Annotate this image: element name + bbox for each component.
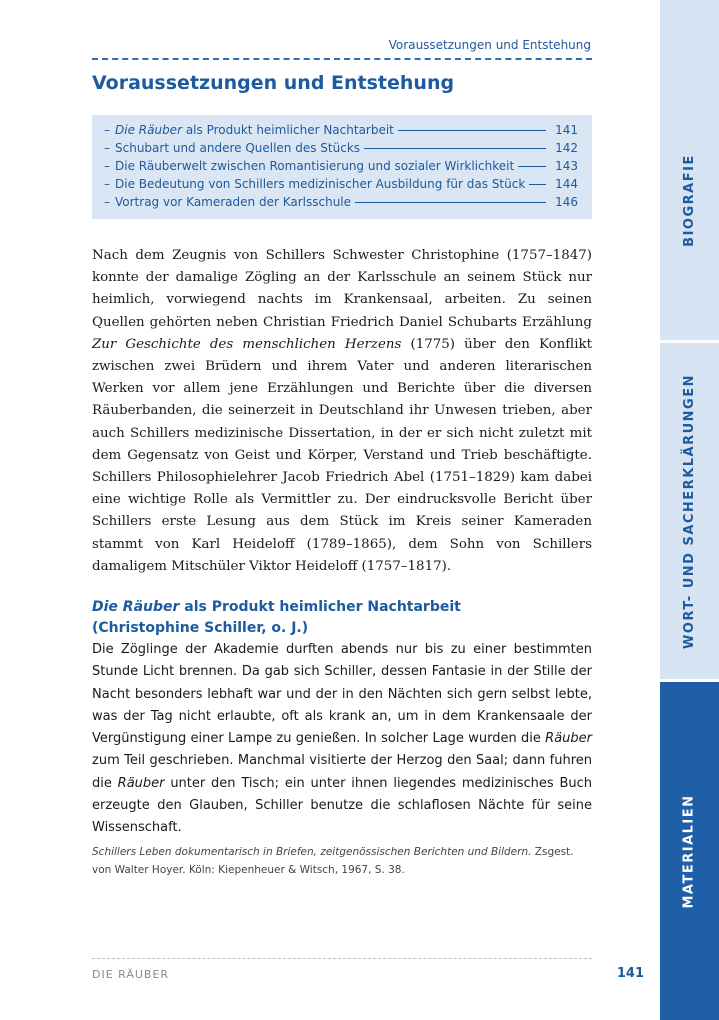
- toc-entry-title-italic: Die Räuber: [115, 123, 183, 137]
- toc-entry[interactable]: [104, 177, 578, 195]
- running-header: Voraussetzungen und Entstehung: [388, 38, 591, 52]
- citation-title: Schillers Leben dokumentarisch in Briefen, zeitgenössischen Berichten und Bildern.: [92, 846, 532, 858]
- material-heading: [92, 597, 592, 639]
- toc-page-number: 141: [555, 123, 578, 137]
- body-text: (1775) über den Konflikt zwischen zwei Brüdern und ihrem Vater und anderen literarischen Werken vor allem jene Erzählungen und Berichte über die diversen Räuberbanden, die seinerzeit in Deutschland ihr Unwesen trieben, aber auch Schillers medizinische Dissertation, in der er sich nicht zuletzt mit dem Gegensatz von Geist und Körper, Verstand und Trieb beschäftigte. Schillers Philosophielehrer Jacob Friedrich Abel (1751–1829) kam dabei eine wichtige Rolle als Vermittler zu. Der eindrucksvolle Bericht über Schillers erste Lesung aus dem Stück im Kreis seiner Kameraden stammt von Karl Heideloff (1789–1865), dem Sohn von Schillers damaligem Mitschüler Viktor Heideloff (1757–1817).: [92, 336, 592, 574]
- toc-leader: [529, 184, 546, 185]
- footer-divider: [92, 958, 592, 959]
- toc-entry-title: Die Räuberwelt zwischen Romantisierung und sozialer Wirklichkeit: [115, 159, 515, 173]
- toc-entry-title: [115, 123, 394, 137]
- toc-leader: [398, 130, 546, 131]
- material-heading-text: als Produkt heimlicher Nachtarbeit: [179, 599, 461, 615]
- body-text: Nach dem Zeugnis von Schillers Schwester Christophine (1757–1847) konnte der damalige Zögling an der Karlsschule an seinem Stück nur heimlich, vorwiegend nachts im Krankensaal, arbeiten. Zu seinen Quellen gehörten neben Christian Friedrich Daniel Schubarts Erzählung: [92, 248, 592, 330]
- material-quote: [92, 639, 592, 840]
- toc-entry-title-text: als Produkt heimlicher Nachtarbeit: [182, 123, 394, 137]
- toc-page-number: 142: [555, 141, 578, 155]
- toc-dash: –: [104, 159, 110, 173]
- toc-dash: –: [104, 177, 110, 191]
- side-tab-wort-und-sacherklaerungen[interactable]: [660, 343, 719, 679]
- side-tab-label: MATERIALIEN: [682, 793, 697, 909]
- toc-leader: [518, 166, 546, 167]
- side-tab-label: BIOGRAFIE: [682, 153, 698, 247]
- toc-leader: [364, 148, 546, 149]
- toc-entry-title: Die Bedeutung von Schillers medizinischer Ausbildung für das Stück: [115, 177, 526, 191]
- body-paragraph: [92, 245, 592, 578]
- toc-entry[interactable]: [104, 141, 578, 159]
- toc-entry[interactable]: [104, 123, 578, 141]
- page-number: 141: [616, 966, 644, 981]
- toc-dash: –: [104, 123, 110, 137]
- material-heading-source: (Christophine Schiller, o. J.): [92, 620, 309, 636]
- quote-italic: Räuber: [117, 775, 165, 791]
- toc-entry[interactable]: [104, 195, 578, 213]
- quote-text: Die Zöglinge der Akademie durften abends nur bis zu einer bestimmten Stunde Licht brennen. Da gab sich Schiller, dessen Fantasie in der Stille der Nacht besonders lebhaft war und der in den Nächten sich gern selbst lebte, was der Tag nicht erlaubte, oft als krank an, um in dem Krankensaale der Vergünstigung einer Lampe zu genießen. In solcher Lage wurden die: [92, 642, 592, 747]
- toc-page-number: 146: [555, 195, 578, 209]
- toc-dash: –: [104, 141, 110, 155]
- toc-page-number: 143: [555, 159, 578, 173]
- material-heading-italic: Die Räuber: [92, 599, 180, 615]
- footer-book-title: DIE RÄUBER: [92, 968, 170, 981]
- toc-entry[interactable]: [104, 159, 578, 177]
- side-tab-materialien[interactable]: [660, 682, 719, 1020]
- quote-italic: Räuber: [545, 731, 592, 747]
- source-citation: [92, 843, 592, 879]
- table-of-contents: [92, 115, 592, 219]
- quote-text: zum Teil geschrieben. Manchmal visitierte der Herzog den Saal; dann fuhren die: [92, 753, 592, 791]
- toc-entry-title: Vortrag vor Kameraden der Karlsschule: [115, 195, 352, 209]
- quote-text: unter den Tisch; ein unter ihnen liegendes medizinisches Buch erzeugte den Glauben, Schiller benutze die schlaflosen Nächte für seine Wissenschaft.: [92, 775, 592, 836]
- header-divider: [92, 58, 592, 60]
- work-title: Zur Geschichte des menschlichen Herzens: [92, 336, 402, 352]
- side-tab-biografie[interactable]: [660, 0, 719, 340]
- section-title: Voraussetzungen und Entstehung: [92, 72, 455, 94]
- side-tab-label: WORT- UND SACHERKLÄRUNGEN: [682, 373, 698, 649]
- toc-entry-title: Schubart und andere Quellen des Stücks: [115, 141, 361, 155]
- toc-page-number: 144: [555, 177, 578, 191]
- citation-text: Zsgest. von Walter Hoyer. Köln: Kiepenheuer & Witsch, 1967, S. 38.: [92, 846, 574, 876]
- toc-leader: [355, 202, 546, 203]
- toc-dash: –: [104, 195, 110, 209]
